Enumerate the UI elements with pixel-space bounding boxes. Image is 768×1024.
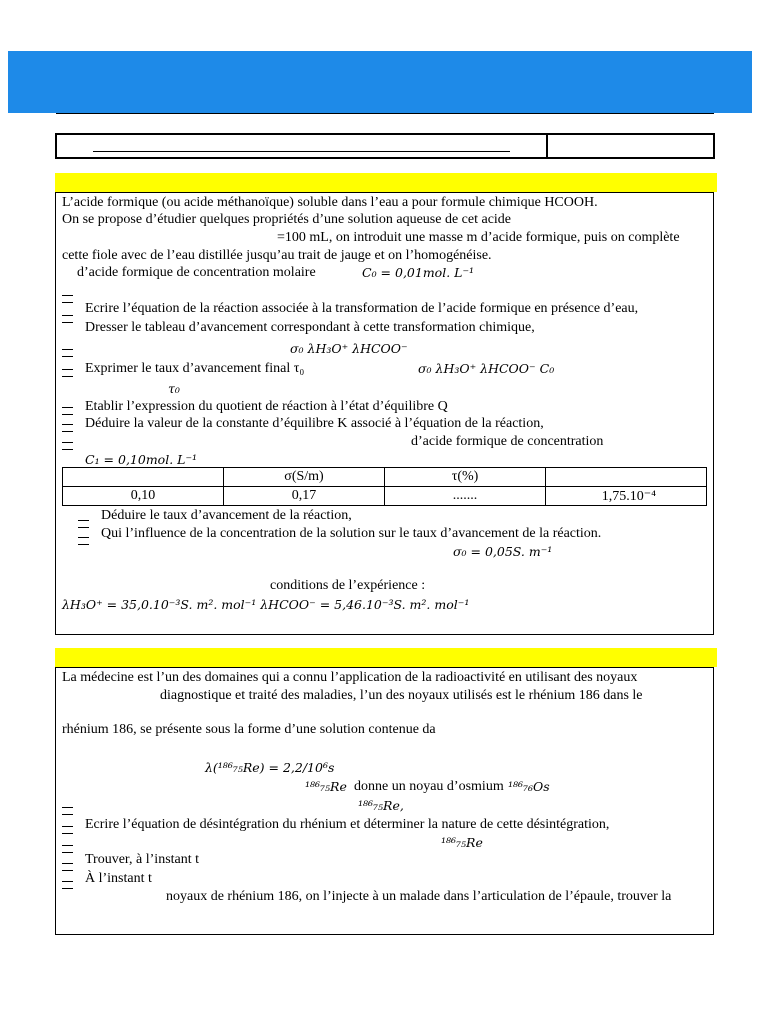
table-row (63, 487, 707, 506)
ex1-question-9: Qui l’influence de la concentration de la solution sur le taux d’avancement de la réaction. (101, 526, 602, 541)
bullet-icon (62, 315, 73, 323)
bullet-icon (62, 424, 73, 432)
ex1-concentration-c0: C₀ = 0,01mol. L⁻¹ (362, 265, 475, 280)
ex1-intro-line-4: cette fiole avec de l’eau distillée jusqu’au trait de jauge et on l’homogénéise. (62, 248, 492, 263)
ex2-rhenium-symbol: ¹⁸⁶₇₅Re (305, 779, 347, 794)
ex2-intro-line-1: La médecine est l’un des domaines qui a connu l’application de la radioactivité en utilisant des noyaux (62, 670, 638, 685)
bullet-icon (62, 863, 73, 871)
ex1-molar-conductivities: λH₃O⁺ = 35,0.10⁻³S. m². mol⁻¹ λHCOO⁻ = 5,46.10⁻³S. m². mol⁻¹ (62, 597, 470, 612)
ex2-question-2: Trouver, à l’instant t (85, 852, 200, 867)
bullet-icon (62, 295, 73, 303)
header-banner (8, 51, 752, 113)
ex2-question-3-continued: noyaux de rhénium 186, on l’injecte à un malade dans l’articulation de l’épaule, trouver la (166, 889, 672, 904)
ex1-question-6: Déduire la valeur de la constante d’équilibre K associé à l’équation de la réaction, (85, 416, 544, 431)
bullet-icon (62, 807, 73, 815)
ex2-question-3: À l’instant t (85, 871, 152, 886)
ex1-question-4: Exprimer le taux d’avancement final τ₀ (85, 361, 305, 376)
bullet-icon (62, 349, 73, 357)
ex2-osmium-symbol: ¹⁸⁶₇₆Os (508, 779, 550, 794)
table-header-cell (63, 468, 224, 487)
ex1-intro-line-2: On se propose d’étudier quelques propriétés d’une solution aqueuse de cet acide (62, 212, 512, 227)
bullet-icon (62, 881, 73, 889)
ex1-question-8: Déduire le taux d’avancement de la réaction, (101, 508, 352, 523)
table-header-cell: τ(%) (385, 468, 546, 487)
exercise2-highlight-bar (55, 648, 717, 667)
header-rule (56, 113, 714, 114)
ex1-tau0-symbol: τ₀ (168, 381, 180, 396)
bullet-icon (62, 826, 73, 834)
bullet-icon (62, 369, 73, 377)
bullet-icon (78, 520, 89, 528)
ex1-data-table (62, 467, 707, 506)
ex1-intro-line-1: L’acide formique (ou acide méthanoïque) soluble dans l’eau a pour formule chimique HCOOH. (62, 195, 598, 210)
ex1-question-7: d’acide formique de concentration (411, 434, 604, 449)
table-header-cell (546, 468, 707, 487)
ex2-intro-line-3: rhénium 186, se présente sous la forme d’une solution contenue da (62, 722, 436, 737)
table-cell: 1,75.10⁻⁴ (546, 487, 707, 506)
exercise1-highlight-bar (55, 173, 717, 192)
ex2-osmium-text: donne un noyau d’osmium (354, 779, 504, 794)
bullet-icon (62, 845, 73, 853)
title-separator (546, 135, 548, 157)
bullet-icon (78, 537, 89, 545)
table-header-cell: σ(S/m) (224, 468, 385, 487)
ex1-question-1: Ecrire l’équation de la réaction associée à la transformation de l’acide formique en présence d’eau, (85, 301, 639, 316)
ex1-question-5: Etablir l’expression du quotient de réaction à l’état d’équilibre Q (85, 399, 448, 414)
table-cell: 0,17 (224, 487, 385, 506)
ex2-rhenium-symbol-3: ¹⁸⁶₇₅Re (441, 835, 483, 850)
ex1-conditions-label: conditions de l’expérience : (270, 578, 426, 593)
ex2-intro-line-2: diagnostique et traité des maladies, l’un des noyaux utilisés est le rhénium 186 dans le (160, 688, 643, 703)
ex1-intro-line-3: =100 mL, on introduit une masse m d’acide formique, puis on complète (277, 230, 680, 245)
ex1-sigma0-value: σ₀ = 0,05S. m⁻¹ (453, 544, 553, 559)
table-cell: ....... (385, 487, 546, 506)
ex2-decay-constant: λ(¹⁸⁶₇₅Re) = 2,2/10⁶s (205, 760, 335, 775)
title-underline (93, 151, 510, 152)
table-header-row (63, 468, 707, 487)
title-box (55, 133, 715, 159)
ex1-conductivity-symbols: σ₀ λH₃O⁺ λHCOO⁻ (290, 341, 408, 356)
bullet-icon (62, 442, 73, 450)
ex1-concentration-c1: C₁ = 0,10mol. L⁻¹ (85, 452, 198, 467)
ex2-question-1: Ecrire l’équation de désintégration du rhénium et déterminer la nature de cette désintégration, (85, 817, 610, 832)
bullet-icon (62, 407, 73, 415)
ex1-intro-line-5: d’acide formique de concentration molaire (77, 265, 316, 280)
ex2-rhenium-symbol-2: ¹⁸⁶₇₅Re, (358, 798, 404, 813)
ex1-question-2: Dresser le tableau d’avancement correspondant à cette transformation chimique, (85, 320, 535, 335)
ex1-question-4-symbols: σ₀ λH₃O⁺ λHCOO⁻ C₀ (418, 361, 555, 376)
table-cell: 0,10 (63, 487, 224, 506)
